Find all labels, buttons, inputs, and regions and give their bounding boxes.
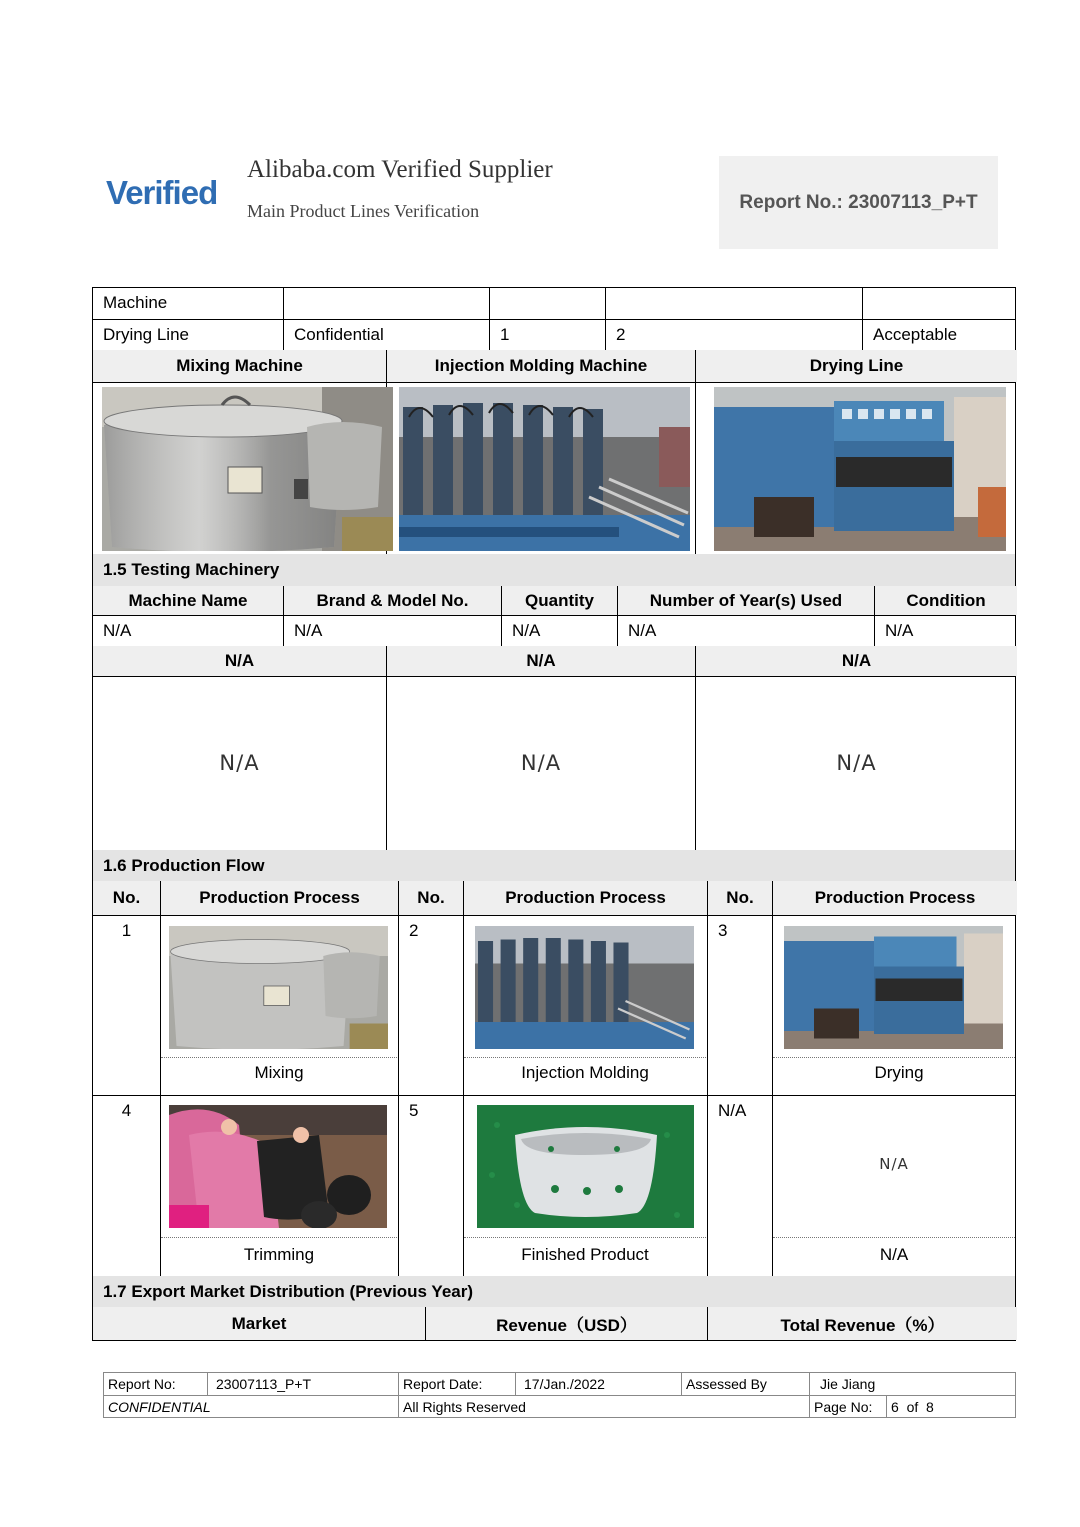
testing-data-row [92, 615, 1016, 646]
column-header: No. [708, 881, 773, 915]
quantity-cell [490, 287, 606, 319]
section-title: 1.7 Export Market Distribution (Previous Year) [93, 1276, 1015, 1307]
report-number: Report No.: 23007113_P+T [739, 191, 978, 213]
photo-label-mixing: Mixing Machine [93, 350, 387, 382]
column-header: Market [93, 1307, 426, 1340]
footer-confidential: CONFIDENTIAL [104, 1396, 399, 1418]
machine-name-cell: Drying Line [93, 319, 284, 350]
column-header: Condition [875, 586, 1017, 615]
injection-molding-photo [399, 387, 690, 551]
footer-page-number: 6 of 8 [891, 1399, 934, 1415]
column-header: No. [93, 881, 161, 915]
mixing-machine-photo [102, 387, 393, 551]
machine-name-cell: Machine [93, 287, 284, 319]
footer-assessed-by: Jie Jiang [820, 1376, 876, 1392]
column-header: Brand & Model No. [284, 586, 502, 615]
column-header: Production Process [464, 881, 708, 915]
photo-placeholder: N/A [836, 751, 877, 775]
mixing-step-photo [169, 926, 388, 1049]
drying-step-photo [784, 926, 1003, 1049]
machinery-row [92, 287, 1016, 319]
finished-product-photo [477, 1105, 694, 1228]
section-export-market [92, 1276, 1016, 1307]
testing-header-row [92, 586, 1016, 615]
table-cell: N/A [502, 615, 618, 646]
footer-page-label: Page No: [810, 1396, 887, 1418]
section-testing-machinery [92, 554, 1016, 586]
footer-report-date: 17/Jan./2022 [516, 1373, 682, 1395]
step-caption: Mixing [254, 1063, 304, 1082]
brand-cell [284, 287, 490, 319]
header-subtitle: Main Product Lines Verification [247, 201, 480, 221]
step-caption: Finished Product [521, 1245, 649, 1264]
step-number: 3 [708, 915, 773, 1095]
verified-logo [98, 170, 228, 218]
quantity-cell: 1 [490, 319, 606, 350]
table-cell: N/A [618, 615, 875, 646]
photo-label: N/A [93, 646, 387, 676]
column-header: Production Process [773, 881, 1017, 915]
column-header: Total Revenue（%） [708, 1307, 1017, 1340]
machinery-photo-labels [92, 350, 1016, 382]
table-cell: N/A [93, 615, 284, 646]
column-header: Production Process [161, 881, 399, 915]
footer-rights: All Rights Reserved [399, 1396, 810, 1418]
step-number: 2 [399, 915, 464, 1095]
step-number: 5 [399, 1095, 464, 1276]
report-number-box [719, 156, 998, 249]
footer-report-date-label: Report Date: [399, 1373, 516, 1395]
condition-cell [863, 287, 1017, 319]
section-production-flow [92, 850, 1016, 881]
flow-header-row [92, 881, 1016, 915]
years-cell [606, 287, 863, 319]
years-cell: 2 [606, 319, 863, 350]
footer-assessed-by-label: Assessed By [682, 1373, 810, 1395]
brand-cell: Confidential [284, 319, 490, 350]
photo-placeholder: N/A [219, 751, 260, 775]
photo-label: N/A [696, 646, 1017, 676]
page-footer [103, 1372, 1016, 1418]
condition-cell: Acceptable [873, 324, 958, 344]
step-caption: Injection Molding [521, 1063, 649, 1082]
photo-label: N/A [387, 646, 696, 676]
trimming-step-photo [169, 1105, 387, 1228]
verified-logo-text: Verified [106, 174, 218, 211]
photo-label-drying: Drying Line [696, 350, 1017, 382]
column-header: Number of Year(s) Used [618, 586, 875, 615]
section-title: 1.6 Production Flow [93, 850, 1015, 881]
footer-report-no: 23007113_P+T [208, 1373, 399, 1395]
header-title: Alibaba.com Verified Supplier [247, 156, 553, 183]
step-caption: Drying [874, 1063, 924, 1082]
testing-photos-row [92, 676, 1016, 850]
machinery-row [92, 319, 1016, 350]
table-cell: N/A [284, 615, 502, 646]
export-header-row [92, 1307, 1016, 1340]
footer-report-no-label: Report No: [104, 1373, 208, 1395]
step-number: 1 [93, 915, 161, 1095]
step-number: 4 [93, 1095, 161, 1276]
column-header: Quantity [502, 586, 618, 615]
photo-label-injection: Injection Molding Machine [387, 350, 696, 382]
step-caption: Trimming [243, 1245, 315, 1264]
step-caption: N/A [879, 1245, 909, 1264]
step-number: N/A [708, 1095, 773, 1276]
step-placeholder: N/A [879, 1155, 909, 1173]
section-title: 1.5 Testing Machinery [93, 554, 1015, 586]
column-header: Revenue（USD） [426, 1307, 708, 1340]
drying-line-photo [714, 387, 1006, 551]
column-header: Machine Name [93, 586, 284, 615]
photo-placeholder: N/A [520, 751, 562, 775]
injection-step-photo [475, 926, 694, 1049]
testing-photo-labels [92, 646, 1016, 676]
table-cell: N/A [885, 620, 914, 640]
column-header: No. [399, 881, 464, 915]
